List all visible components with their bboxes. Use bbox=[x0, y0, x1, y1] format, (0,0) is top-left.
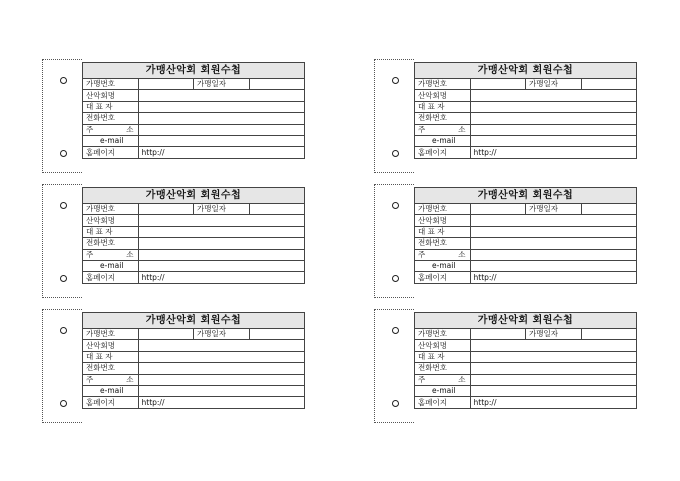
address-value bbox=[470, 374, 637, 385]
representative-value bbox=[470, 351, 637, 362]
homepage-value: http:// bbox=[470, 147, 637, 158]
punch-hole-icon bbox=[60, 327, 67, 334]
club-name-label: 산악회명 bbox=[83, 90, 139, 101]
join-date-label: 가맹일자 bbox=[194, 204, 250, 215]
member-card-5 bbox=[42, 309, 306, 423]
member-form-table bbox=[82, 312, 305, 409]
homepage-label: 홈페이지 bbox=[83, 397, 139, 408]
join-no-label: 가맹번호 bbox=[83, 329, 139, 340]
join-no-value bbox=[138, 204, 194, 215]
member-form-table bbox=[414, 312, 637, 409]
join-date-label: 가맹일자 bbox=[526, 79, 582, 90]
homepage-value: http:// bbox=[470, 272, 637, 283]
form-title: 가맹산악회 회원수첩 bbox=[83, 63, 305, 79]
homepage-value: http:// bbox=[138, 272, 305, 283]
member-form-table bbox=[82, 187, 305, 284]
homepage-label: 홈페이지 bbox=[83, 147, 139, 158]
perforated-edge bbox=[42, 309, 82, 423]
phone-value bbox=[470, 113, 637, 124]
punch-hole-icon bbox=[60, 400, 67, 407]
member-card-1 bbox=[42, 59, 306, 173]
form-title: 가맹산악회 회원수첩 bbox=[415, 188, 637, 204]
homepage-label: 홈페이지 bbox=[415, 272, 471, 283]
join-no-value bbox=[138, 79, 194, 90]
email-value bbox=[138, 135, 305, 146]
address-value bbox=[138, 374, 305, 385]
homepage-value: http:// bbox=[138, 147, 305, 158]
join-date-label: 가맹일자 bbox=[526, 204, 582, 215]
phone-label: 전화번호 bbox=[83, 363, 139, 374]
homepage-label: 홈페이지 bbox=[415, 147, 471, 158]
punch-hole-icon bbox=[60, 150, 67, 157]
form-title: 가맹산악회 회원수첩 bbox=[83, 313, 305, 329]
punch-hole-icon bbox=[60, 275, 67, 282]
form-title: 가맹산악회 회원수첩 bbox=[415, 313, 637, 329]
representative-label: 대 표 자 bbox=[83, 351, 139, 362]
club-name-value bbox=[470, 340, 637, 351]
email-value bbox=[138, 385, 305, 396]
join-date-value bbox=[581, 79, 637, 90]
member-card-4 bbox=[374, 184, 638, 298]
email-label: e-mail bbox=[83, 385, 139, 396]
email-value bbox=[470, 135, 637, 146]
email-value bbox=[470, 385, 637, 396]
representative-label: 대 표 자 bbox=[83, 101, 139, 112]
member-form-table bbox=[414, 187, 637, 284]
club-name-value bbox=[138, 90, 305, 101]
email-label: e-mail bbox=[83, 135, 139, 146]
club-name-label: 산악회명 bbox=[415, 215, 471, 226]
homepage-value: http:// bbox=[470, 397, 637, 408]
join-no-label: 가맹번호 bbox=[83, 204, 139, 215]
phone-value bbox=[470, 363, 637, 374]
join-date-value bbox=[581, 329, 637, 340]
perforated-edge bbox=[42, 59, 82, 173]
join-date-label: 가맹일자 bbox=[194, 329, 250, 340]
join-date-label: 가맹일자 bbox=[526, 329, 582, 340]
join-no-label: 가맹번호 bbox=[415, 79, 471, 90]
phone-value bbox=[138, 238, 305, 249]
join-no-value bbox=[470, 79, 526, 90]
representative-value bbox=[138, 101, 305, 112]
club-name-value bbox=[470, 90, 637, 101]
join-date-value bbox=[249, 329, 305, 340]
email-label: e-mail bbox=[415, 385, 471, 396]
phone-value bbox=[138, 113, 305, 124]
phone-value bbox=[138, 363, 305, 374]
member-form-table bbox=[82, 62, 305, 159]
address-value bbox=[470, 124, 637, 135]
representative-value bbox=[138, 226, 305, 237]
join-date-label: 가맹일자 bbox=[194, 79, 250, 90]
email-value bbox=[470, 260, 637, 271]
punch-hole-icon bbox=[60, 202, 67, 209]
punch-hole-icon bbox=[392, 400, 399, 407]
punch-hole-icon bbox=[392, 327, 399, 334]
member-card-6 bbox=[374, 309, 638, 423]
email-label: e-mail bbox=[415, 260, 471, 271]
punch-hole-icon bbox=[392, 275, 399, 282]
member-form-table bbox=[414, 62, 637, 159]
address-value bbox=[138, 249, 305, 260]
club-name-value bbox=[138, 215, 305, 226]
representative-value bbox=[470, 101, 637, 112]
perforated-edge bbox=[42, 184, 82, 298]
join-no-value bbox=[470, 329, 526, 340]
join-date-value bbox=[249, 79, 305, 90]
address-label: 주 소 bbox=[415, 374, 471, 385]
email-label: e-mail bbox=[415, 135, 471, 146]
punch-hole-icon bbox=[392, 77, 399, 84]
address-label: 주 소 bbox=[415, 124, 471, 135]
punch-hole-icon bbox=[392, 202, 399, 209]
phone-label: 전화번호 bbox=[83, 238, 139, 249]
homepage-label: 홈페이지 bbox=[83, 272, 139, 283]
join-date-value bbox=[249, 204, 305, 215]
join-no-value bbox=[138, 329, 194, 340]
address-label: 주 소 bbox=[83, 374, 139, 385]
form-title: 가맹산악회 회원수첩 bbox=[83, 188, 305, 204]
join-no-label: 가맹번호 bbox=[415, 329, 471, 340]
perforated-edge bbox=[374, 184, 414, 298]
join-date-value bbox=[581, 204, 637, 215]
join-no-value bbox=[470, 204, 526, 215]
punch-hole-icon bbox=[392, 150, 399, 157]
representative-label: 대 표 자 bbox=[415, 226, 471, 237]
member-card-2 bbox=[374, 59, 638, 173]
phone-label: 전화번호 bbox=[83, 113, 139, 124]
form-title: 가맹산악회 회원수첩 bbox=[415, 63, 637, 79]
representative-label: 대 표 자 bbox=[83, 226, 139, 237]
perforated-edge bbox=[374, 59, 414, 173]
join-no-label: 가맹번호 bbox=[415, 204, 471, 215]
address-label: 주 소 bbox=[415, 249, 471, 260]
member-card-3 bbox=[42, 184, 306, 298]
representative-value bbox=[138, 351, 305, 362]
club-name-label: 산악회명 bbox=[415, 340, 471, 351]
address-label: 주 소 bbox=[83, 124, 139, 135]
representative-label: 대 표 자 bbox=[415, 351, 471, 362]
club-name-value bbox=[138, 340, 305, 351]
phone-label: 전화번호 bbox=[415, 238, 471, 249]
phone-label: 전화번호 bbox=[415, 113, 471, 124]
representative-value bbox=[470, 226, 637, 237]
join-no-label: 가맹번호 bbox=[83, 79, 139, 90]
homepage-label: 홈페이지 bbox=[415, 397, 471, 408]
perforated-edge bbox=[374, 309, 414, 423]
club-name-label: 산악회명 bbox=[415, 90, 471, 101]
address-value bbox=[470, 249, 637, 260]
phone-label: 전화번호 bbox=[415, 363, 471, 374]
club-name-value bbox=[470, 215, 637, 226]
address-value bbox=[138, 124, 305, 135]
club-name-label: 산악회명 bbox=[83, 340, 139, 351]
address-label: 주 소 bbox=[83, 249, 139, 260]
email-label: e-mail bbox=[83, 260, 139, 271]
phone-value bbox=[470, 238, 637, 249]
club-name-label: 산악회명 bbox=[83, 215, 139, 226]
email-value bbox=[138, 260, 305, 271]
punch-hole-icon bbox=[60, 77, 67, 84]
representative-label: 대 표 자 bbox=[415, 101, 471, 112]
homepage-value: http:// bbox=[138, 397, 305, 408]
